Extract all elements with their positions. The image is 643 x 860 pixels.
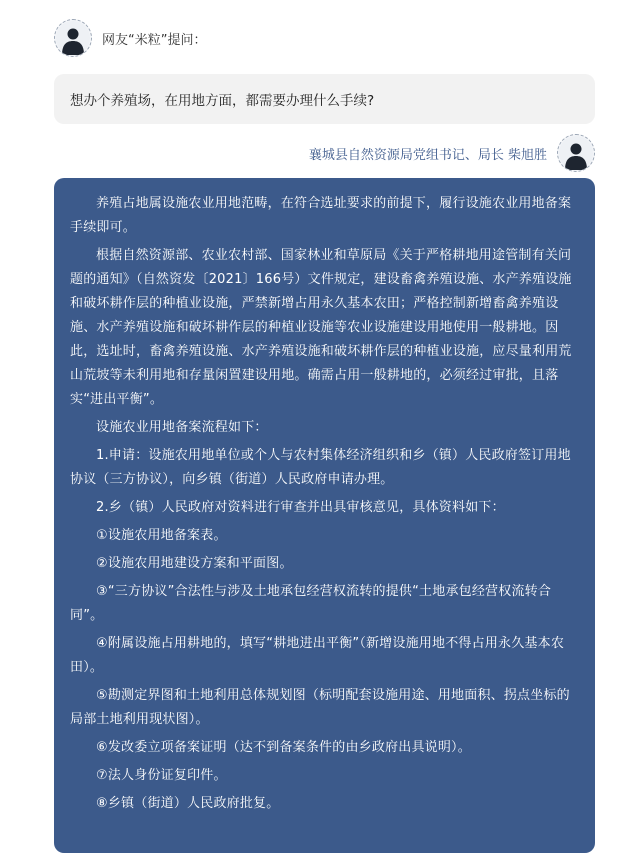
answer-paragraph: ②设施农用地建设方案和平面图。 (96, 556, 293, 571)
user-silhouette-icon (56, 21, 90, 55)
responder-header (309, 133, 595, 173)
answer-paragraph: ①设施农用地备案表。 (96, 528, 227, 543)
answer-paragraph: 养殖占地属设施农业用地范畴，在符合选址要求的前提下，履行设施农业用地备案手续即可。 (70, 196, 572, 235)
answer-panel (54, 178, 595, 853)
answer-paragraph: ⑥发改委立项备案证明（达不到备案条件的由乡政府出具说明）。 (96, 740, 471, 755)
answer-paragraph: 设施农业用地备案流程如下： (96, 420, 268, 435)
responder-avatar (557, 134, 595, 172)
answer-paragraph: 1.申请：设施农用地单位或个人与农村集体经济组织和乡（镇）人民政府签订用地协议（三方协议），向乡镇（街道）人民政府申请办理。 (70, 448, 571, 487)
asker-avatar (54, 19, 92, 57)
question-bubble (54, 74, 595, 124)
responder-name: 襄城县自然资源局党组书记、局长 柴旭胜 (308, 147, 547, 163)
answer-paragraph: 2.乡（镇）人民政府对资料进行审查并出具审核意见，具体资料如下： (96, 500, 505, 515)
asker-name: 网友“米粒”提问： (102, 32, 207, 48)
answer-paragraph: ⑦法人身份证复印件。 (96, 768, 227, 783)
answer-paragraph: ⑧乡镇（街道）人民政府批复。 (96, 796, 280, 811)
asker-header (54, 18, 206, 58)
answer-paragraph: ⑤勘测定界图和土地利用总体规划图（标明配套设施用途、用地面积、拐点坐标的局部土地利用现状图）。 (70, 688, 570, 727)
answer-paragraph: ③“三方协议”合法性与涉及土地承包经营权流转的提供“土地承包经营权流转合同”。 (70, 584, 552, 623)
answer-paragraph: ④附属设施占用耕地的，填写“耕地进出平衡”（新增设施用地不得占用永久基本农田）。 (70, 636, 565, 675)
question-text: 想办个养殖场，在用地方面，都需要办理什么手续? (70, 93, 375, 109)
answer-paragraph: 根据自然资源部、农业农村部、国家林业和草原局《关于严格耕地用途管制有关问题的通知》（自然资发〔2021〕166号）文件规定，建设畜禽养殖设施、水产养殖设施和破坏耕作层的种植业设施，严禁新增占用永久基本农田；严格控制新增畜禽养殖设施、水产养殖设施和破坏耕作层的种植业设施等农业设施建设用地使用一般耕地。因此，选址时，畜禽养殖设施、水产养殖设施和破坏耕作层的种植业设施，应尽量利用荒山荒坡等未利用地和存量闲置建设用地。确需占用一般耕地的，必须经过审批，且落实“进出平衡”。 (70, 248, 572, 407)
user-silhouette-icon (559, 136, 593, 170)
